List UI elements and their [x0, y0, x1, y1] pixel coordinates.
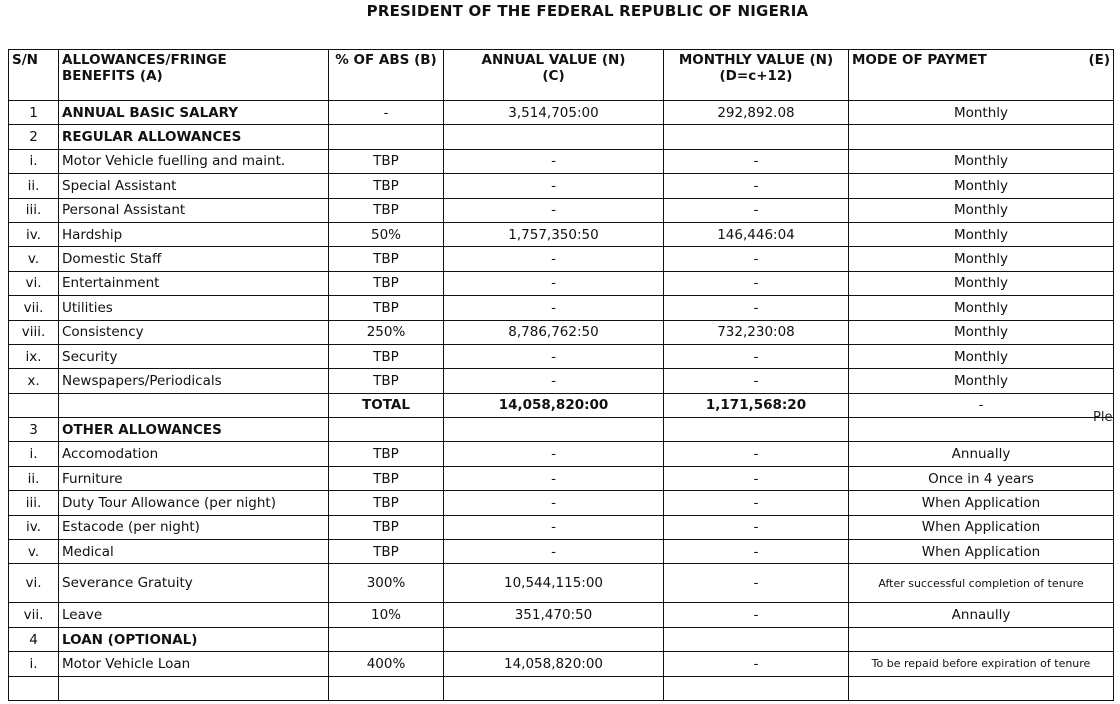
cell-pct: TBP — [329, 149, 444, 173]
cell-annual — [444, 125, 664, 149]
cell-pct: 400% — [329, 652, 444, 676]
cell-pct: TBP — [329, 466, 444, 490]
cell-monthly: - — [664, 652, 849, 676]
cell-mode: When Application — [849, 540, 1114, 564]
cell-annual: 1,757,350:50 — [444, 222, 664, 246]
cell-item: Furniture — [59, 466, 329, 490]
cell-item: OTHER ALLOWANCES — [59, 418, 329, 442]
cell-mode: Monthly — [849, 369, 1114, 393]
cell-pct: TBP — [329, 540, 444, 564]
cell-monthly: - — [664, 198, 849, 222]
header-pct: % OF ABS (B) — [329, 50, 444, 101]
cell-monthly: - — [664, 149, 849, 173]
cell-annual: - — [444, 149, 664, 173]
cell-pct: 50% — [329, 222, 444, 246]
cell-pct: 250% — [329, 320, 444, 344]
cell-item: Consistency — [59, 320, 329, 344]
header-sn: S/N — [9, 50, 59, 101]
cell-monthly: - — [664, 247, 849, 271]
cell-pct: TBP — [329, 198, 444, 222]
cell-mode — [849, 418, 1114, 442]
cell-annual: - — [444, 515, 664, 539]
table-row — [9, 442, 1114, 466]
cell-pct: TBP — [329, 442, 444, 466]
cell-monthly — [664, 418, 849, 442]
cell-annual: - — [444, 247, 664, 271]
cell-mode: Monthly — [849, 344, 1114, 368]
cell-annual: - — [444, 491, 664, 515]
cell-sn — [9, 676, 59, 700]
cell-mode: Monthly — [849, 271, 1114, 295]
cell-monthly: - — [664, 174, 849, 198]
cell-mode: To be repaid before expiration of tenure — [849, 652, 1114, 676]
cell-item: Estacode (per night) — [59, 515, 329, 539]
cell-monthly: - — [664, 369, 849, 393]
cell-annual: - — [444, 174, 664, 198]
cell-sn: i. — [9, 652, 59, 676]
cell-mode: Monthly — [849, 101, 1114, 125]
table-row — [9, 247, 1114, 271]
cell-item: Motor Vehicle Loan — [59, 652, 329, 676]
cell-sn: 3 — [9, 418, 59, 442]
cell-pct: TBP — [329, 369, 444, 393]
table-row — [9, 491, 1114, 515]
cell-monthly: 292,892.08 — [664, 101, 849, 125]
cell-annual: - — [444, 466, 664, 490]
cell-sn: ii. — [9, 466, 59, 490]
total-row — [9, 393, 1114, 417]
cell-pct: TBP — [329, 271, 444, 295]
cell-sn: viii. — [9, 320, 59, 344]
cell-annual — [444, 676, 664, 700]
cell-item: Security — [59, 344, 329, 368]
header-benefits-line1: ALLOWANCES/FRINGE — [62, 52, 227, 68]
cell-pct: 300% — [329, 564, 444, 603]
cell-annual: 351,470:50 — [444, 603, 664, 627]
table-row — [9, 564, 1114, 603]
cell-sn: vii. — [9, 296, 59, 320]
cell-monthly: - — [664, 271, 849, 295]
table-row — [9, 369, 1114, 393]
cell-annual: - — [444, 442, 664, 466]
cell-pct: TBP — [329, 491, 444, 515]
cell-sn: vi. — [9, 564, 59, 603]
cell-annual: 10,544,115:00 — [444, 564, 664, 603]
cell-mode: Monthly — [849, 247, 1114, 271]
cell-mode: Monthly — [849, 174, 1114, 198]
header-monthly-line1: MONTHLY VALUE (N) — [678, 52, 834, 68]
header-annual-line1: ANNUAL VALUE (N) — [481, 52, 626, 68]
table-row — [9, 296, 1114, 320]
cell-sn: v. — [9, 540, 59, 564]
header-monthly — [664, 50, 849, 101]
table-row — [9, 174, 1114, 198]
cell-annual: 8,786,762:50 — [444, 320, 664, 344]
cell-item: Newspapers/Periodicals — [59, 369, 329, 393]
table-row — [9, 540, 1114, 564]
header-mode-e: (E) — [1088, 52, 1110, 68]
cell-item: LOAN (OPTIONAL) — [59, 627, 329, 651]
cell-sn: ix. — [9, 344, 59, 368]
cell-item — [59, 393, 329, 417]
cell-pct — [329, 418, 444, 442]
table-row — [9, 627, 1114, 651]
cell-annual — [444, 418, 664, 442]
cell-item: ANNUAL BASIC SALARY — [59, 101, 329, 125]
cell-pct — [329, 676, 444, 700]
cell-sn: iv. — [9, 222, 59, 246]
cell-annual — [444, 627, 664, 651]
cell-mode: After successful completion of tenure — [849, 564, 1114, 603]
cell-annual: - — [444, 296, 664, 320]
cell-pct: TBP — [329, 174, 444, 198]
cell-mode: Monthly — [849, 149, 1114, 173]
cell-pct: TBP — [329, 247, 444, 271]
header-mode — [849, 50, 1114, 101]
cell-item: Motor Vehicle fuelling and maint. — [59, 149, 329, 173]
cell-mode: When Application — [849, 491, 1114, 515]
cell-monthly: - — [664, 442, 849, 466]
cell-sn: 4 — [9, 627, 59, 651]
cell-item: Medical — [59, 540, 329, 564]
cell-mode: When Application — [849, 515, 1114, 539]
cell-item: Accomodation — [59, 442, 329, 466]
header-annual-line2: (C) — [542, 68, 565, 84]
cell-mode: Annaully — [849, 603, 1114, 627]
cell-item — [59, 676, 329, 700]
cell-sn: iii. — [9, 198, 59, 222]
cell-annual: - — [444, 540, 664, 564]
cell-sn: iii. — [9, 491, 59, 515]
table-row — [9, 676, 1114, 700]
table-row — [9, 466, 1114, 490]
cell-sn: ii. — [9, 174, 59, 198]
cell-item: Personal Assistant — [59, 198, 329, 222]
cell-monthly: - — [664, 564, 849, 603]
cell-monthly: - — [664, 491, 849, 515]
table-row — [9, 125, 1114, 149]
cell-monthly — [664, 627, 849, 651]
cell-sn: vii. — [9, 603, 59, 627]
cell-monthly: - — [664, 515, 849, 539]
cell-mode — [849, 125, 1114, 149]
cell-pct: TBP — [329, 344, 444, 368]
cell-mode: Monthly — [849, 320, 1114, 344]
header-benefits — [59, 50, 329, 101]
cell-pct — [329, 627, 444, 651]
cell-mode: Annually — [849, 442, 1114, 466]
cell-mode: Monthly — [849, 296, 1114, 320]
cell-item: Severance Gratuity — [59, 564, 329, 603]
header-monthly-line2: (D=c+12) — [719, 68, 793, 84]
total-monthly: 1,171,568:20 — [664, 393, 849, 417]
header-annual — [444, 50, 664, 101]
cell-item: Utilities — [59, 296, 329, 320]
header-mode-label: MODE OF PAYMET — [852, 52, 987, 68]
cell-sn: i. — [9, 442, 59, 466]
cell-monthly: 732,230:08 — [664, 320, 849, 344]
cell-item: Hardship — [59, 222, 329, 246]
cell-annual: - — [444, 271, 664, 295]
table-row — [9, 652, 1114, 676]
cell-sn — [9, 393, 59, 417]
cell-monthly — [664, 676, 849, 700]
cell-annual: 3,514,705:00 — [444, 101, 664, 125]
table-row — [9, 149, 1114, 173]
table-row — [9, 320, 1114, 344]
cell-item: Duty Tour Allowance (per night) — [59, 491, 329, 515]
cell-pct: 10% — [329, 603, 444, 627]
cell-mode: Monthly — [849, 222, 1114, 246]
cell-sn: v. — [9, 247, 59, 271]
cell-annual: 14,058,820:00 — [444, 652, 664, 676]
cell-monthly: 146,446:04 — [664, 222, 849, 246]
clipped-side-text: Ple — [1093, 410, 1113, 425]
cell-monthly — [664, 125, 849, 149]
cell-item: Entertainment — [59, 271, 329, 295]
total-label: TOTAL — [329, 393, 444, 417]
cell-item: Domestic Staff — [59, 247, 329, 271]
cell-pct — [329, 125, 444, 149]
total-annual: 14,058,820:00 — [444, 393, 664, 417]
table-row — [9, 418, 1114, 442]
table-row — [9, 515, 1114, 539]
table-row — [9, 603, 1114, 627]
table-row — [9, 101, 1114, 125]
cell-sn: vi. — [9, 271, 59, 295]
cell-annual: - — [444, 369, 664, 393]
table-row — [9, 271, 1114, 295]
table-row — [9, 222, 1114, 246]
header-benefits-line2: BENEFITS (A) — [62, 68, 163, 84]
table-row — [9, 198, 1114, 222]
table-header-row — [9, 50, 1114, 101]
cell-mode: Once in 4 years — [849, 466, 1114, 490]
cell-mode — [849, 627, 1114, 651]
cell-annual: - — [444, 198, 664, 222]
cell-monthly: - — [664, 540, 849, 564]
cell-item: Special Assistant — [59, 174, 329, 198]
cell-mode: Monthly — [849, 198, 1114, 222]
cell-pct: TBP — [329, 296, 444, 320]
cell-monthly: - — [664, 603, 849, 627]
table-row — [9, 344, 1114, 368]
cell-sn: iv. — [9, 515, 59, 539]
allowances-table — [8, 49, 1114, 701]
cell-item: Leave — [59, 603, 329, 627]
cell-sn: i. — [9, 149, 59, 173]
cell-monthly: - — [664, 466, 849, 490]
cell-sn: x. — [9, 369, 59, 393]
cell-item: REGULAR ALLOWANCES — [59, 125, 329, 149]
cell-sn: 2 — [9, 125, 59, 149]
cell-sn: 1 — [9, 101, 59, 125]
cell-pct: TBP — [329, 515, 444, 539]
cell-mode: - — [849, 393, 1114, 417]
cell-annual: - — [444, 344, 664, 368]
cell-monthly: - — [664, 296, 849, 320]
cell-mode — [849, 676, 1114, 700]
cell-pct: - — [329, 101, 444, 125]
cell-monthly: - — [664, 344, 849, 368]
page-title: PRESIDENT OF THE FEDERAL REPUBLIC OF NIGERIA — [366, 2, 809, 20]
